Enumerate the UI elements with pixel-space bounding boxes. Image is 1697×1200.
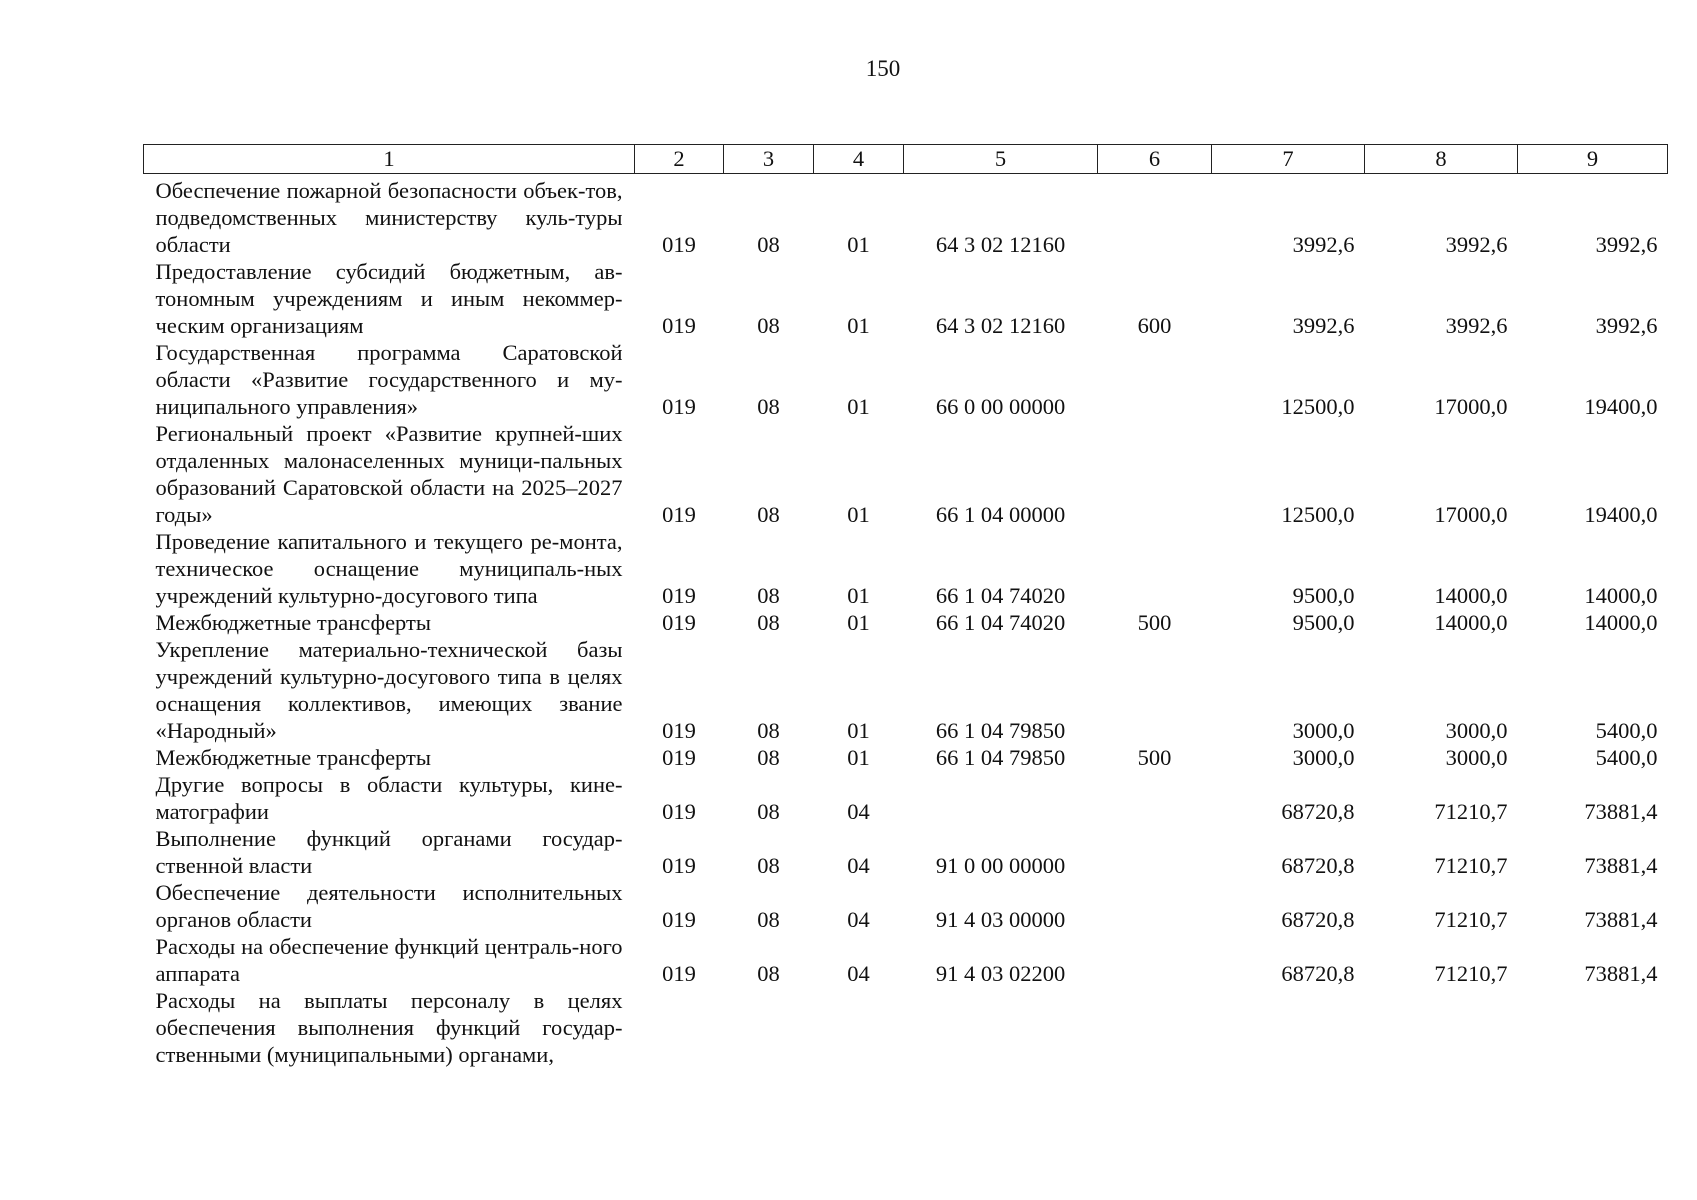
ministry-code: 019 xyxy=(662,907,696,932)
table-row xyxy=(144,933,1668,987)
table-row xyxy=(144,636,1668,744)
column-header: 7 xyxy=(1212,145,1365,174)
amount-year-3: 73881,4 xyxy=(1584,961,1658,986)
expense-type-code xyxy=(1098,825,1212,879)
amount-year-1: 12500,0 xyxy=(1281,394,1355,419)
amount-year-2: 17000,0 xyxy=(1434,502,1508,527)
header-row xyxy=(144,145,1668,174)
amount-year-1: 68720,8 xyxy=(1281,961,1355,986)
amount-year-3: 14000,0 xyxy=(1584,610,1658,635)
expense-type-code xyxy=(1098,339,1212,420)
row-description: Межбюджетные трансферты xyxy=(155,745,431,770)
target-article-code: 91 4 03 02200 xyxy=(935,961,1066,986)
amount-year-1: 3000,0 xyxy=(1292,745,1355,770)
amount-year-3: 19400,0 xyxy=(1584,502,1658,527)
subsection-code: 04 xyxy=(847,907,870,932)
table-row xyxy=(144,609,1668,636)
target-article-code: 66 1 04 00000 xyxy=(935,502,1066,527)
row-description: Государственная программа Саратовской области «Развитие государственного и му-ниципального управления» xyxy=(155,340,623,419)
amount-year-3: 14000,0 xyxy=(1584,583,1658,608)
column-header: 2 xyxy=(635,145,724,174)
subsection-code: 01 xyxy=(847,745,870,770)
section-code: 08 xyxy=(757,718,780,743)
column-header: 4 xyxy=(814,145,904,174)
subsection-code: 01 xyxy=(847,313,870,338)
row-description: Расходы на выплаты персоналу в целях обеспечения выполнения функций государ-ственными (муниципальными) органами, xyxy=(155,988,623,1067)
target-article-code xyxy=(904,771,1098,825)
section-code: 08 xyxy=(757,502,780,527)
table-row xyxy=(144,771,1668,825)
amount-year-3: 73881,4 xyxy=(1584,799,1658,824)
row-description: Выполнение функций органами государ-ственной власти xyxy=(155,826,623,878)
section-code xyxy=(724,987,814,1068)
amount-year-1: 68720,8 xyxy=(1281,853,1355,878)
amount-year-3: 3992,6 xyxy=(1595,313,1658,338)
expense-type-code: 500 xyxy=(1137,745,1172,770)
target-article-code: 66 1 04 79850 xyxy=(935,745,1066,770)
expense-type-code xyxy=(1098,420,1212,528)
amount-year-1: 3992,6 xyxy=(1292,232,1355,257)
expense-type-code: 600 xyxy=(1137,313,1172,338)
subsection-code: 01 xyxy=(847,718,870,743)
amount-year-1: 9500,0 xyxy=(1292,610,1355,635)
amount-year-2 xyxy=(1365,987,1518,1068)
section-code: 08 xyxy=(757,313,780,338)
target-article-code: 66 1 04 79850 xyxy=(935,718,1066,743)
amount-year-2: 3000,0 xyxy=(1445,718,1508,743)
table-row xyxy=(144,420,1668,528)
budget-table xyxy=(143,144,1668,1068)
table-row xyxy=(144,174,1668,259)
target-article-code: 64 3 02 12160 xyxy=(935,313,1066,338)
amount-year-3: 5400,0 xyxy=(1595,745,1658,770)
amount-year-2: 3992,6 xyxy=(1445,313,1508,338)
amount-year-2: 71210,7 xyxy=(1434,799,1508,824)
amount-year-3 xyxy=(1518,987,1668,1068)
amount-year-1 xyxy=(1212,987,1365,1068)
column-header: 1 xyxy=(144,145,635,174)
target-article-code xyxy=(904,987,1098,1068)
row-description: Проведение капитального и текущего ре-монта, техническое оснащение муниципаль-ных учреждений культурно-досугового типа xyxy=(155,529,623,608)
amount-year-2: 17000,0 xyxy=(1434,394,1508,419)
expense-type-code xyxy=(1098,636,1212,744)
expense-type-code xyxy=(1098,771,1212,825)
row-description: Обеспечение пожарной безопасности объек-тов, подведомственных министерству куль-туры области xyxy=(155,178,623,257)
amount-year-3: 3992,6 xyxy=(1595,232,1658,257)
row-description: Другие вопросы в области культуры, кине-матографии xyxy=(155,772,623,824)
amount-year-2: 3000,0 xyxy=(1445,745,1508,770)
subsection-code xyxy=(814,987,904,1068)
row-description: Расходы на обеспечение функций централь-ного аппарата xyxy=(155,934,623,986)
table-row xyxy=(144,258,1668,339)
ministry-code: 019 xyxy=(662,799,696,824)
target-article-code: 66 1 04 74020 xyxy=(935,583,1066,608)
ministry-code: 019 xyxy=(662,232,696,257)
target-article-code: 66 0 00 00000 xyxy=(935,394,1066,419)
amount-year-2: 71210,7 xyxy=(1434,853,1508,878)
column-header: 9 xyxy=(1518,145,1668,174)
row-description: Предоставление субсидий бюджетным, ав-тономным учреждениям и иным некоммер-ческим организациям xyxy=(155,259,623,338)
subsection-code: 01 xyxy=(847,232,870,257)
section-code: 08 xyxy=(757,907,780,932)
subsection-code: 01 xyxy=(847,583,870,608)
subsection-code: 01 xyxy=(847,502,870,527)
table-row xyxy=(144,339,1668,420)
column-header: 5 xyxy=(904,145,1098,174)
table-header xyxy=(144,145,1668,174)
column-header: 3 xyxy=(724,145,814,174)
row-description: Межбюджетные трансферты xyxy=(155,610,431,635)
row-description: Обеспечение деятельности исполнительных органов области xyxy=(155,880,623,932)
amount-year-2: 71210,7 xyxy=(1434,907,1508,932)
subsection-code: 04 xyxy=(847,853,870,878)
expense-type-code xyxy=(1098,933,1212,987)
table-row xyxy=(144,744,1668,771)
ministry-code: 019 xyxy=(662,313,696,338)
column-header: 6 xyxy=(1098,145,1212,174)
ministry-code: 019 xyxy=(662,718,696,743)
section-code: 08 xyxy=(757,853,780,878)
section-code: 08 xyxy=(757,610,780,635)
ministry-code: 019 xyxy=(662,745,696,770)
column-header: 8 xyxy=(1365,145,1518,174)
amount-year-1: 68720,8 xyxy=(1281,799,1355,824)
expense-type-code xyxy=(1098,879,1212,933)
section-code: 08 xyxy=(757,799,780,824)
target-article-code: 91 4 03 00000 xyxy=(935,907,1066,932)
amount-year-1: 68720,8 xyxy=(1281,907,1355,932)
row-description: Региональный проект «Развитие крупней-ших отдаленных малонаселенных муници-пальных образований Саратовской области на 2025–2027 годы» xyxy=(155,421,623,527)
row-description: Укрепление материально-технической базы учреждений культурно-досугового типа в целях оснащения коллективов, имеющих звание «Народный» xyxy=(155,637,623,743)
subsection-code: 04 xyxy=(847,799,870,824)
amount-year-1: 9500,0 xyxy=(1292,583,1355,608)
ministry-code: 019 xyxy=(662,394,696,419)
amount-year-2: 3992,6 xyxy=(1445,232,1508,257)
amount-year-1: 3000,0 xyxy=(1292,718,1355,743)
table-row xyxy=(144,528,1668,609)
amount-year-3: 73881,4 xyxy=(1584,853,1658,878)
subsection-code: 04 xyxy=(847,961,870,986)
table-body xyxy=(144,174,1668,1069)
expense-type-code xyxy=(1098,987,1212,1068)
amount-year-3: 73881,4 xyxy=(1584,907,1658,932)
amount-year-2: 14000,0 xyxy=(1434,583,1508,608)
section-code: 08 xyxy=(757,394,780,419)
target-article-code: 66 1 04 74020 xyxy=(935,610,1066,635)
section-code: 08 xyxy=(757,583,780,608)
ministry-code: 019 xyxy=(662,502,696,527)
table-row xyxy=(144,987,1668,1068)
ministry-code xyxy=(635,987,724,1068)
table-row xyxy=(144,879,1668,933)
table-row xyxy=(144,825,1668,879)
section-code: 08 xyxy=(757,232,780,257)
amount-year-1: 12500,0 xyxy=(1281,502,1355,527)
amount-year-2: 71210,7 xyxy=(1434,961,1508,986)
ministry-code: 019 xyxy=(662,961,696,986)
target-article-code: 64 3 02 12160 xyxy=(935,232,1066,257)
section-code: 08 xyxy=(757,961,780,986)
amount-year-2: 14000,0 xyxy=(1434,610,1508,635)
amount-year-1: 3992,6 xyxy=(1292,313,1355,338)
subsection-code: 01 xyxy=(847,394,870,419)
amount-year-3: 5400,0 xyxy=(1595,718,1658,743)
ministry-code: 019 xyxy=(662,853,696,878)
expense-type-code xyxy=(1098,528,1212,609)
page-number: 150 xyxy=(865,56,901,81)
ministry-code: 019 xyxy=(662,583,696,608)
expense-type-code: 500 xyxy=(1137,610,1172,635)
amount-year-3: 19400,0 xyxy=(1584,394,1658,419)
ministry-code: 019 xyxy=(662,610,696,635)
subsection-code: 01 xyxy=(847,610,870,635)
target-article-code: 91 0 00 00000 xyxy=(935,853,1066,878)
section-code: 08 xyxy=(757,745,780,770)
expense-type-code xyxy=(1098,174,1212,259)
